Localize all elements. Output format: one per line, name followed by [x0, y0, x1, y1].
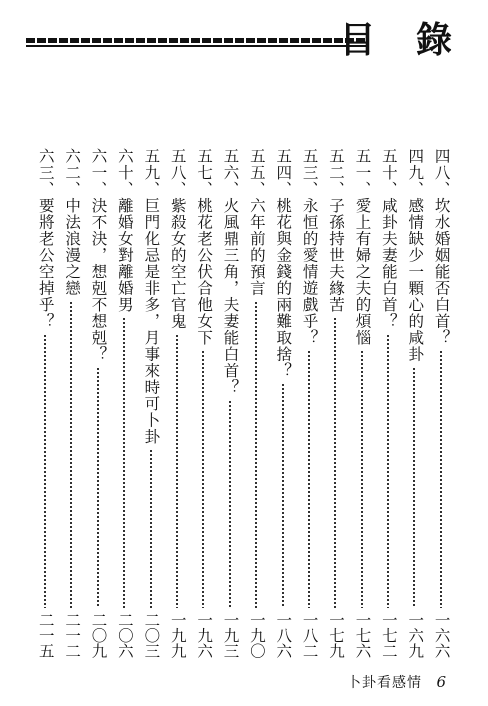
- toc-entry[interactable]: [60, 148, 82, 658]
- toc-entry-page: 一六九: [406, 611, 425, 658]
- toc-leader-dots: [176, 334, 178, 608]
- toc-entry-title: 六三、要將老公空掉乎？: [36, 148, 55, 330]
- toc-entry-title: 四八、坎水婚姻能否白首？: [432, 148, 451, 346]
- toc-leader-dots: [361, 350, 363, 608]
- toc-entry-page: 一八二: [300, 611, 319, 658]
- toc-leader-dots: [229, 400, 231, 608]
- toc-leader-dots: [308, 350, 310, 608]
- toc-entry[interactable]: [403, 148, 425, 658]
- toc-leader-dots: [255, 301, 257, 608]
- toc-entry[interactable]: [245, 148, 267, 658]
- toc-entry-title: 五六、火風鼎三角，夫妻能白首？: [221, 148, 240, 396]
- toc-leader-dots: [440, 350, 442, 608]
- toc-entry-title: 四九、感情缺少一顆心的咸卦: [406, 148, 425, 363]
- header-rule-dashed: [26, 38, 366, 43]
- toc-entry[interactable]: [377, 148, 399, 658]
- toc-entry[interactable]: [272, 148, 294, 658]
- toc-entry[interactable]: [324, 148, 346, 658]
- toc-leader-dots: [387, 334, 389, 608]
- toc-entry-title: 五七、桃花老公伏合他女下: [195, 148, 214, 346]
- toc-entry[interactable]: [87, 148, 109, 658]
- toc-entry[interactable]: [192, 148, 214, 658]
- footer-book-title: 卜卦看感情: [347, 675, 422, 691]
- toc-entry[interactable]: [113, 148, 135, 658]
- toc-entry-page: 一七六: [353, 611, 372, 658]
- toc-entry-title: 六二、中法浪漫之戀: [63, 148, 82, 297]
- toc-entry-page: 一九〇: [247, 611, 266, 658]
- header-rule-solid: [26, 45, 366, 47]
- toc-entry-page: 一八六: [274, 611, 293, 658]
- toc-entry-page: 二〇三: [142, 611, 161, 658]
- toc-leader-dots: [282, 383, 284, 608]
- toc-entry[interactable]: [140, 148, 162, 658]
- toc-entry-title: 五二、子孫持世夫緣苦: [327, 148, 346, 313]
- toc-entry-page: 二一二: [63, 611, 82, 658]
- toc-leader-dots: [334, 317, 336, 608]
- page-title: 目 錄: [339, 19, 466, 61]
- toc-entry-page: 一七九: [327, 611, 346, 658]
- toc-leader-dots: [123, 317, 125, 608]
- toc-entry-title: 五三、永恒的愛情遊戲乎？: [300, 148, 319, 346]
- table-of-contents: [34, 148, 452, 658]
- toc-entry-title: 五十、咸卦夫妻能白首？: [379, 148, 398, 330]
- toc-entry[interactable]: [219, 148, 241, 658]
- toc-entry-title: 五八、紫殺女的空亡官鬼: [168, 148, 187, 330]
- toc-entry-title: 五五、六年前的預言: [247, 148, 266, 297]
- toc-leader-dots: [44, 334, 46, 608]
- toc-entry-page: 一六六: [432, 611, 451, 658]
- toc-entry-page: 一七二: [379, 611, 398, 658]
- footer-page-number: 6: [436, 673, 446, 691]
- toc-entry-title: 六十、離婚女對離婚男: [115, 148, 134, 313]
- toc-entry-page: 二〇九: [89, 611, 108, 658]
- toc-entry[interactable]: [298, 148, 320, 658]
- toc-entry[interactable]: [430, 148, 452, 658]
- toc-entry-title: 五四、桃花與金錢的兩難取捨？: [274, 148, 293, 379]
- toc-leader-dots: [150, 449, 152, 608]
- toc-leader-dots: [70, 301, 72, 608]
- toc-entry[interactable]: [351, 148, 373, 658]
- toc-entry-page: 一九六: [195, 611, 214, 658]
- toc-leader-dots: [97, 367, 99, 608]
- toc-entry-title: 五一、愛上有婦之夫的煩惱: [353, 148, 372, 346]
- toc-entry-page: 一九三: [221, 611, 240, 658]
- toc-entry-title: 五九、巨門化忌是非多，月事來時可卜卦: [142, 148, 161, 445]
- toc-entry[interactable]: [34, 148, 56, 658]
- toc-leader-dots: [413, 367, 415, 608]
- toc-entry-page: 二〇六: [115, 611, 134, 658]
- toc-entry-page: 一九九: [168, 611, 187, 658]
- toc-entry-page: 二一五: [36, 611, 55, 658]
- toc-entry-title: 六一、決不決，想剋不想剋？: [89, 148, 108, 363]
- page-header: [26, 16, 470, 64]
- toc-leader-dots: [202, 350, 204, 608]
- toc-entry[interactable]: [166, 148, 188, 658]
- page-footer: [347, 672, 446, 692]
